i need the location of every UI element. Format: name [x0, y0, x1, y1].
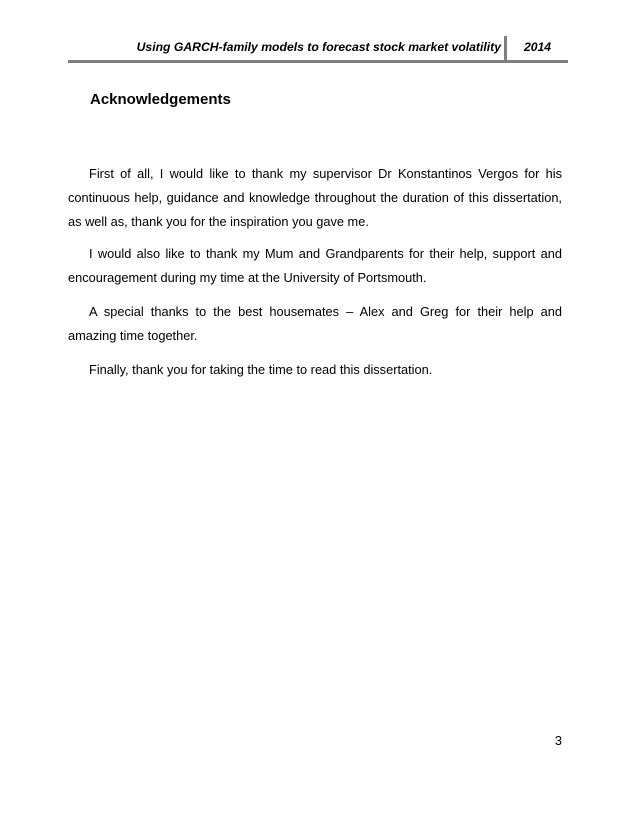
page-number: 3	[554, 733, 562, 748]
header-year: 2014	[523, 40, 552, 54]
paragraph-family-thanks: I would also like to thank my Mum and Grandparents for their help, support and encouragement during my time at the University of Portsmouth.	[68, 246, 562, 285]
paragraph-supervisor-thanks: First of all, I would like to thank my supervisor Dr Konstantinos Vergos for his continuous help, guidance and knowledge throughout the duration of this dissertation, as well as, thank you for the inspiration you gave me.	[68, 166, 562, 229]
page-title: Acknowledgements	[90, 91, 231, 108]
paragraph-reader-thanks: Finally, thank you for taking the time to read this dissertation.	[89, 362, 433, 377]
header-rule	[68, 60, 568, 63]
running-header	[68, 36, 568, 60]
paragraph-housemates-thanks: A special thanks to the best housemates – Alex and Greg for their help and amazing time together.	[68, 304, 562, 343]
header-title: Using GARCH-family models to forecast stock market volatility	[136, 40, 501, 54]
